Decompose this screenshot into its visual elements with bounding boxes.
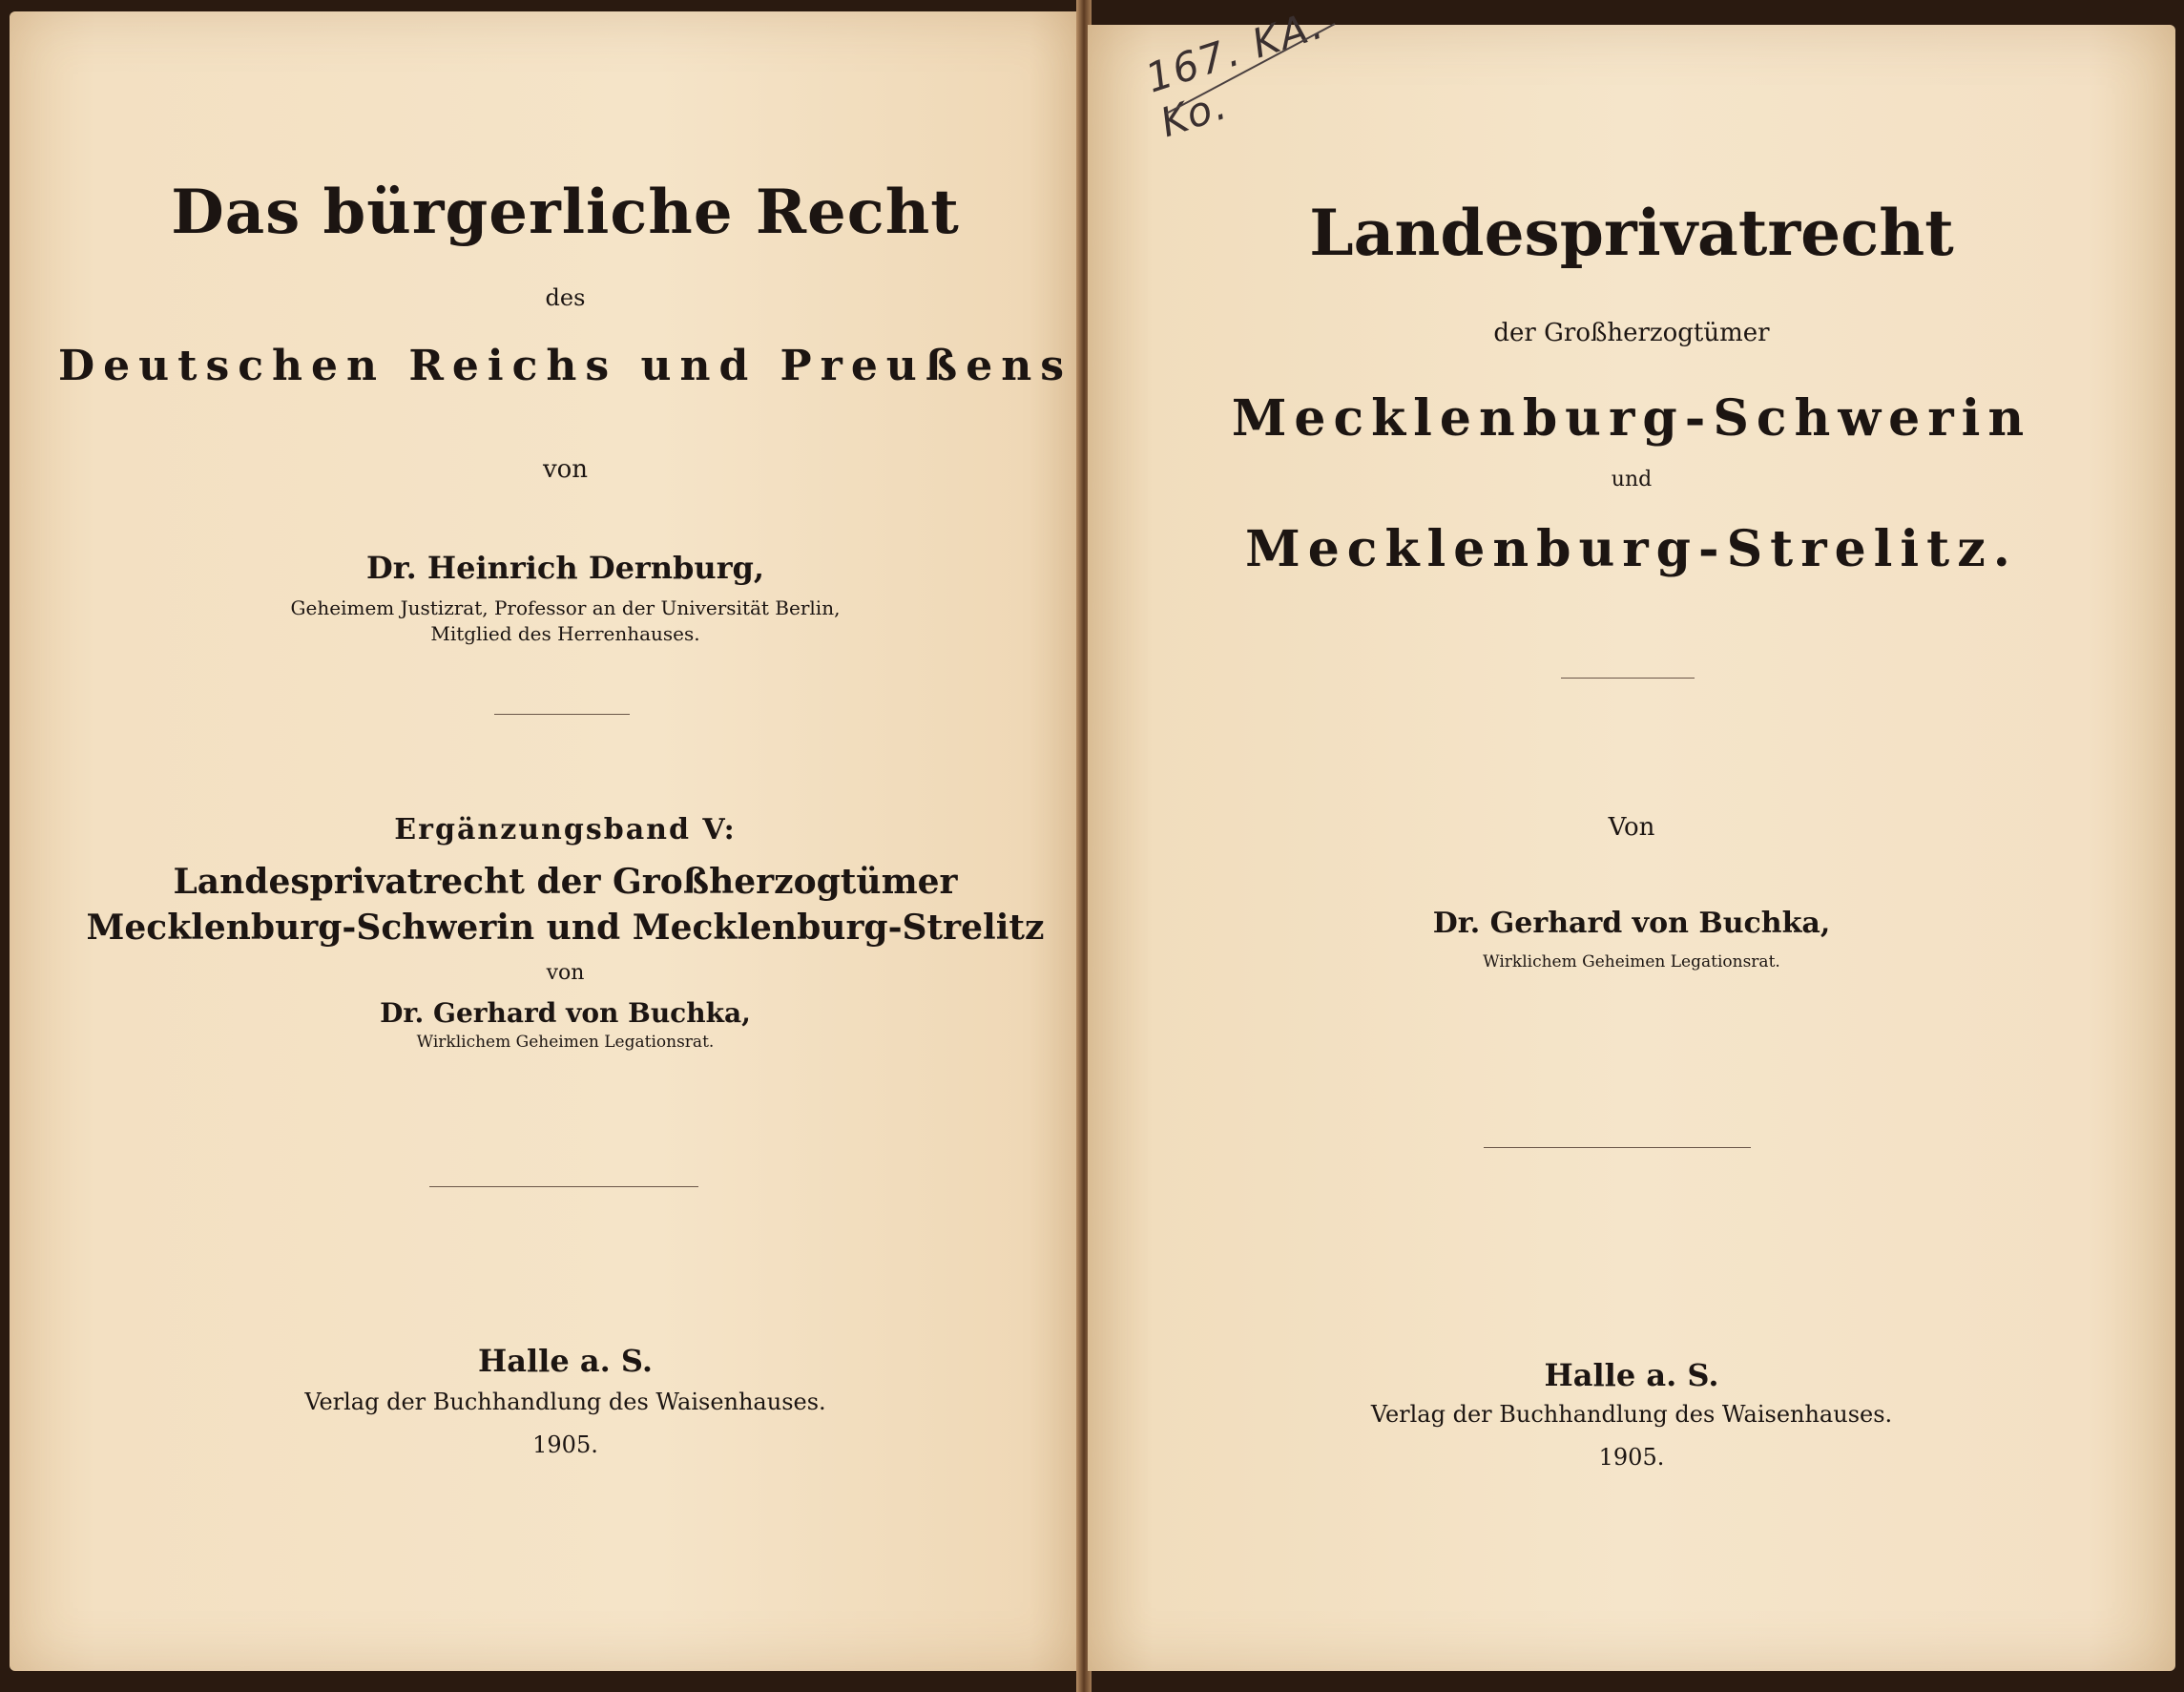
left-rule-1 [494, 714, 630, 715]
right-main-title: Landesprivatrecht [1309, 196, 1954, 270]
left-subtitle: Deutschen Reichs und Preußens [58, 342, 1072, 390]
left-main-title: Das bürgerliche Recht [171, 177, 960, 248]
left-author-role-1: Geheimem Justizrat, Professor an der Universität Berlin, [290, 596, 841, 619]
left-des: des [545, 284, 586, 311]
handwritten-note: 167. KA. Ko. [1140, 0, 1330, 147]
left-volume-title-2: Mecklenburg-Schwerin und Mecklenburg-Strelitz [86, 908, 1045, 948]
right-author-role: Wirklichem Geheimen Legationsrat. [1483, 952, 1780, 971]
right-und: und [1611, 468, 1653, 491]
right-rule-1 [1561, 678, 1695, 679]
right-place: Halle a. S. [1544, 1357, 1719, 1393]
left-volume-author: Dr. Gerhard von Buchka, [380, 997, 751, 1029]
right-von: Von [1608, 813, 1655, 842]
left-volume-title-1: Landesprivatrecht der Großherzogtümer [173, 862, 958, 902]
left-volume-author-role: Wirklichem Geheimen Legationsrat. [416, 1033, 715, 1052]
right-subtitle: der Großherzogtümer [1493, 319, 1770, 347]
left-rule-2 [429, 1186, 698, 1187]
left-volume-von: von [546, 961, 585, 985]
left-year: 1905. [532, 1431, 598, 1458]
right-rule-2 [1484, 1147, 1751, 1148]
left-place: Halle a. S. [478, 1343, 653, 1379]
right-publisher: Verlag der Buchhandlung des Waisenhauses. [1370, 1401, 1893, 1428]
right-line-1: Mecklenburg-Schwerin [1231, 389, 2032, 448]
right-year: 1905. [1598, 1444, 1665, 1471]
left-author: Dr. Heinrich Dernburg, [365, 550, 765, 586]
left-volume: Ergänzungsband V: [394, 813, 737, 846]
right-line-2: Mecklenburg-Strelitz. [1245, 520, 2018, 578]
left-author-role-2: Mitglied des Herrenhauses. [430, 622, 700, 645]
left-publisher: Verlag der Buchhandlung des Waisenhauses. [304, 1389, 826, 1415]
right-author: Dr. Gerhard von Buchka, [1432, 907, 1831, 940]
left-von: von [542, 455, 589, 484]
